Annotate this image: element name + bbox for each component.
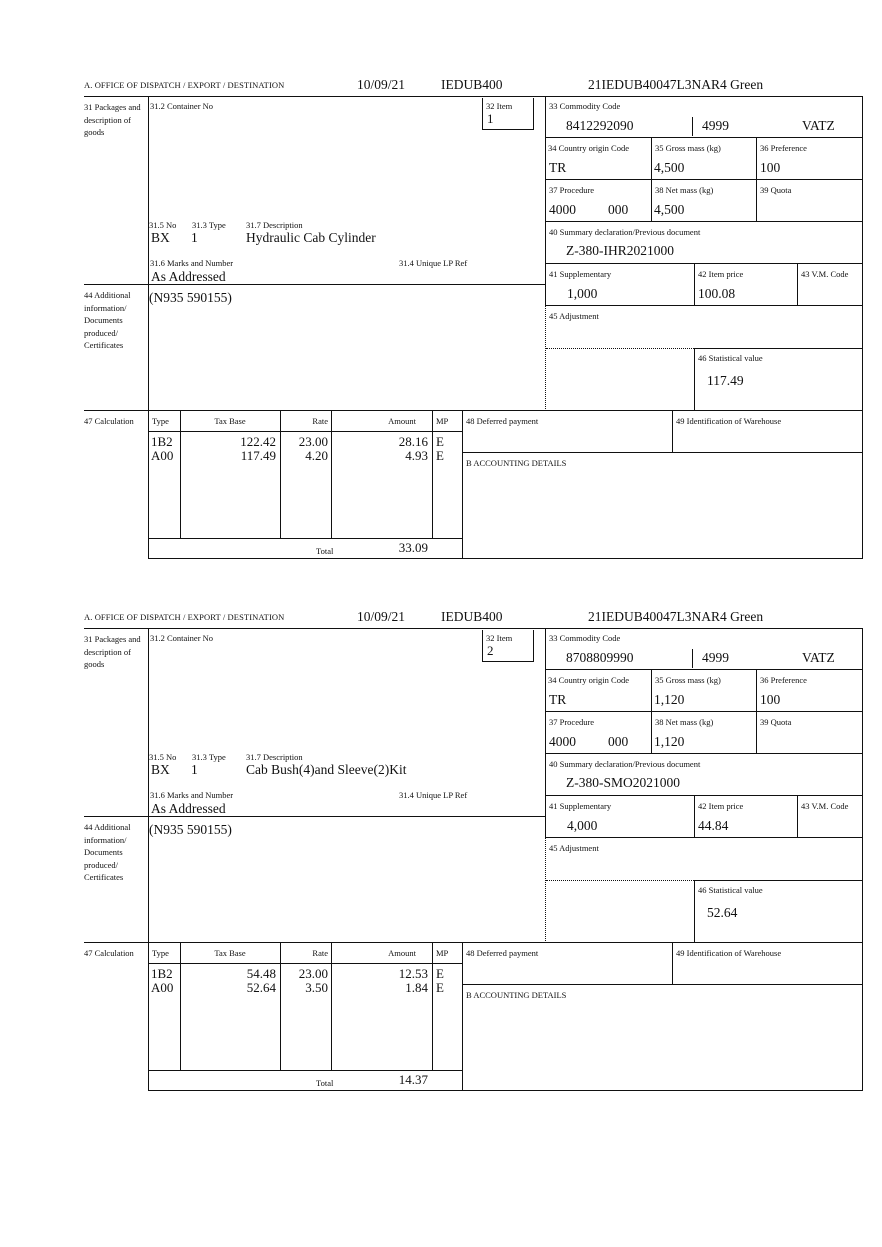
box40-label: 40 Summary declaration/Previous document	[549, 227, 701, 237]
row45-top-line	[545, 837, 863, 838]
frame-bottom-line	[148, 1090, 863, 1091]
box45-label: 45 Adjustment	[549, 311, 599, 321]
calc-row2-amount: 1.84	[405, 980, 428, 995]
calc-row2-taxbase: 52.64	[246, 980, 276, 995]
box36-label: 36 Preference	[760, 143, 807, 153]
unique-ref-label: 31.4 Unique LP Ref	[399, 258, 468, 268]
box45-dotted-left	[545, 305, 546, 411]
box47-label: 47 Calculation	[84, 948, 134, 958]
calc-header-mp: MP	[436, 416, 449, 426]
calc-row1-amount: 12.53	[398, 966, 428, 981]
calc-row2-type: A00	[151, 980, 174, 995]
boxB-label: B ACCOUNTING DETAILS	[466, 458, 567, 468]
box32-label: 32 Item	[486, 633, 513, 643]
box35-label: 35 Gross mass (kg)	[655, 143, 721, 153]
box45-dotted-left	[545, 837, 546, 943]
unique-ref-label: 31.4 Unique LP Ref	[399, 790, 468, 800]
box41-label: 41 Supplementary	[549, 801, 612, 811]
box46-top-line	[694, 880, 863, 881]
adjustment-dotted-line	[546, 880, 696, 881]
calc-row2-rate: 4.20	[305, 448, 328, 463]
box31-label: 31 Packages and description of goods	[84, 102, 141, 137]
calc-col-right	[462, 410, 463, 559]
calc-header-amount: Amount	[388, 948, 416, 958]
calc-header-line	[148, 431, 463, 432]
box43-label: 43 V.M. Code	[801, 801, 849, 811]
box43-label: 43 V.M. Code	[801, 269, 849, 279]
calc-header-rate: Rate	[312, 948, 328, 958]
no-label: 31.5 No	[149, 220, 177, 230]
office-code: IEDUB400	[441, 77, 503, 92]
procedure-value: 4000	[549, 202, 576, 217]
boxB-label: B ACCOUNTING DETAILS	[466, 990, 567, 1000]
container-no-label: 31.2 Container No	[150, 101, 214, 111]
row37-top-line	[545, 179, 863, 180]
row40-top-line	[545, 753, 863, 754]
statistical-value: 52.64	[707, 905, 738, 920]
calc-header-type: Type	[152, 948, 169, 958]
calc-row2-rate: 3.50	[305, 980, 328, 995]
calc-col-amount-left	[331, 410, 332, 538]
type-label: 31.3 Type	[192, 220, 226, 230]
calc-col-mp-left	[432, 942, 433, 1070]
adjustment-dotted-line	[546, 348, 696, 349]
procedure-additional-value: 000	[608, 202, 629, 217]
calc-row1-mp: E	[436, 434, 444, 449]
calc-row1-rate: 23.00	[298, 966, 328, 981]
declaration-item-2	[0, 604, 882, 1124]
row40-top-line	[545, 221, 863, 222]
box41-left-line	[545, 795, 546, 838]
box38-label: 38 Net mass (kg)	[655, 185, 714, 195]
box44-top-line	[84, 816, 546, 817]
row37-top-line	[545, 711, 863, 712]
box48-label: 48 Deferred payment	[466, 416, 539, 426]
box33-label: 33 Commodity Code	[549, 633, 621, 643]
box44-label: 44 Additional information/ Documents produced/ Certificates	[84, 822, 131, 882]
frame-top-line	[84, 628, 863, 629]
office-label: A. OFFICE OF DISPATCH / EXPORT / DESTINATION	[84, 612, 285, 622]
box46-top-line	[694, 348, 863, 349]
package-count: 1	[191, 762, 198, 777]
calc-total-label: Total	[316, 546, 334, 556]
preference-value: 100	[760, 160, 781, 175]
box47-top-line	[84, 942, 863, 943]
item-price-value: 100.08	[698, 286, 736, 301]
box37-label: 37 Procedure	[549, 185, 595, 195]
calc-row1-taxbase: 54.48	[246, 966, 276, 981]
calc-row2-taxbase: 117.49	[240, 448, 276, 463]
commodity-additional-code: 4999	[702, 118, 729, 133]
right-column-divider	[545, 96, 546, 285]
box49-label: 49 Identification of Warehouse	[676, 416, 782, 426]
calc-col-rate-left	[280, 942, 281, 1070]
declaration-reference: 21IEDUB40047L3NAR4 Green	[588, 609, 764, 624]
type-label: 31.3 Type	[192, 752, 226, 762]
gross-mass-value: 1,120	[654, 692, 685, 707]
commodity-code-separator	[692, 117, 693, 136]
frame-right-line	[862, 96, 863, 559]
box34-label: 34 Country origin Code	[548, 675, 629, 685]
calc-header-type: Type	[152, 416, 169, 426]
office-code: IEDUB400	[441, 609, 503, 624]
box32-label: 32 Item	[486, 101, 513, 111]
frame-top-line	[84, 96, 863, 97]
box49-left-line	[672, 942, 673, 985]
package-kind: BX	[151, 230, 170, 245]
frame-bottom-line	[148, 558, 863, 559]
calc-col-taxbase-left	[180, 942, 181, 1070]
calc-header-amount: Amount	[388, 416, 416, 426]
calc-col-rate-left	[280, 410, 281, 538]
commodity-code-separator	[692, 649, 693, 668]
calc-header-taxbase: Tax Base	[214, 416, 246, 426]
commodity-code: 8412292090	[566, 118, 634, 133]
right-column-divider	[545, 628, 546, 817]
col-43-divider	[797, 795, 798, 837]
box37-label: 37 Procedure	[549, 717, 595, 727]
previous-document-value: Z-380-IHR2021000	[566, 243, 674, 258]
calc-col-right	[462, 942, 463, 1091]
country-origin-value: TR	[549, 692, 567, 707]
col-42-divider	[694, 795, 695, 837]
box35-label: 35 Gross mass (kg)	[655, 675, 721, 685]
supplementary-value: 1,000	[567, 286, 598, 301]
box44-top-line	[84, 284, 546, 285]
calc-row1-amount: 28.16	[398, 434, 428, 449]
calc-body-bottom-line	[148, 538, 463, 539]
statistical-value: 117.49	[707, 373, 744, 388]
marks-value: As Addressed	[151, 801, 226, 816]
boxB-top-line	[462, 452, 863, 453]
calc-col-taxbase-left	[180, 410, 181, 538]
declaration-item-1	[0, 72, 882, 592]
box48-label: 48 Deferred payment	[466, 948, 539, 958]
box39-label: 39 Quota	[760, 185, 792, 195]
box44-label: 44 Additional information/ Documents produced/ Certificates	[84, 290, 131, 350]
package-kind: BX	[151, 762, 170, 777]
box49-label: 49 Identification of Warehouse	[676, 948, 782, 958]
declaration-date: 10/09/21	[357, 77, 406, 92]
box46-label: 46 Statistical value	[698, 353, 763, 363]
row41-top-line	[545, 795, 863, 796]
col-43-divider	[797, 263, 798, 305]
net-mass-value: 1,120	[654, 734, 685, 749]
commodity-additional-code: 4999	[702, 650, 729, 665]
col-42-divider	[694, 263, 695, 305]
box46-label: 46 Statistical value	[698, 885, 763, 895]
calc-col-mp-left	[432, 410, 433, 538]
item-price-value: 44.84	[698, 818, 729, 833]
calc-total-label: Total	[316, 1078, 334, 1088]
no-label: 31.5 No	[149, 752, 177, 762]
box38-label: 38 Net mass (kg)	[655, 717, 714, 727]
box41-label: 41 Supplementary	[549, 269, 612, 279]
calc-col-type-left	[148, 410, 149, 540]
net-mass-value: 4,500	[654, 202, 685, 217]
vat-code: VATZ	[802, 118, 835, 133]
container-no-label: 31.2 Container No	[150, 633, 214, 643]
supplementary-value: 4,000	[567, 818, 598, 833]
row45-top-line	[545, 305, 863, 306]
declaration-date: 10/09/21	[357, 609, 406, 624]
calc-row1-type: 1B2	[151, 434, 173, 449]
calc-row1-taxbase: 122.42	[240, 434, 276, 449]
country-origin-value: TR	[549, 160, 567, 175]
box31-label: 31 Packages and description of goods	[84, 634, 141, 669]
previous-document-value: Z-380-SMO2021000	[566, 775, 680, 790]
box45-label: 45 Adjustment	[549, 843, 599, 853]
box47-top-line	[84, 410, 863, 411]
box42-label: 42 Item price	[698, 801, 744, 811]
marks-value: As Addressed	[151, 269, 226, 284]
marks-label: 31.6 Marks and Number	[150, 258, 234, 268]
calc-row2-mp: E	[436, 448, 444, 463]
frame-right-line	[862, 628, 863, 1091]
procedure-value: 4000	[549, 734, 576, 749]
vat-code: VATZ	[802, 650, 835, 665]
box46-left-line	[694, 348, 695, 411]
box41-left-line	[545, 263, 546, 306]
calc-header-taxbase: Tax Base	[214, 948, 246, 958]
description-label: 31.7 Description	[246, 752, 303, 762]
calc-header-line	[148, 963, 463, 964]
commodity-code: 8708809990	[566, 650, 634, 665]
box40-label: 40 Summary declaration/Previous document	[549, 759, 701, 769]
goods-description: Hydraulic Cab Cylinder	[246, 230, 376, 245]
calc-col-amount-left	[331, 942, 332, 1070]
boxB-top-line	[462, 984, 863, 985]
row34-top-line	[545, 137, 863, 138]
goods-description: Cab Bush(4)and Sleeve(2)Kit	[246, 762, 407, 777]
box47-label: 47 Calculation	[84, 416, 134, 426]
calc-row1-rate: 23.00	[298, 434, 328, 449]
calc-col-type-left	[148, 942, 149, 1072]
calc-row2-type: A00	[151, 448, 174, 463]
calc-row1-mp: E	[436, 966, 444, 981]
box34-label: 34 Country origin Code	[548, 143, 629, 153]
office-label: A. OFFICE OF DISPATCH / EXPORT / DESTINATION	[84, 80, 285, 90]
item-number: 2	[487, 643, 494, 658]
calc-total-value: 33.09	[398, 540, 428, 555]
additional-info-value: (N935 590155)	[149, 822, 232, 837]
marks-label: 31.6 Marks and Number	[150, 790, 234, 800]
gross-mass-value: 4,500	[654, 160, 685, 175]
row34-top-line	[545, 669, 863, 670]
item-number: 1	[487, 111, 494, 126]
box36-label: 36 Preference	[760, 675, 807, 685]
calc-total-value: 14.37	[398, 1072, 428, 1087]
box39-label: 39 Quota	[760, 717, 792, 727]
additional-info-value: (N935 590155)	[149, 290, 232, 305]
box49-left-line	[672, 410, 673, 453]
box46-left-line	[694, 880, 695, 943]
preference-value: 100	[760, 692, 781, 707]
procedure-additional-value: 000	[608, 734, 629, 749]
calc-row2-mp: E	[436, 980, 444, 995]
box42-label: 42 Item price	[698, 269, 744, 279]
box33-label: 33 Commodity Code	[549, 101, 621, 111]
row41-top-line	[545, 263, 863, 264]
calc-header-rate: Rate	[312, 416, 328, 426]
calc-row1-type: 1B2	[151, 966, 173, 981]
calc-header-mp: MP	[436, 948, 449, 958]
description-label: 31.7 Description	[246, 220, 303, 230]
calc-body-bottom-line	[148, 1070, 463, 1071]
declaration-reference: 21IEDUB40047L3NAR4 Green	[588, 77, 764, 92]
calc-row2-amount: 4.93	[405, 448, 428, 463]
package-count: 1	[191, 230, 198, 245]
